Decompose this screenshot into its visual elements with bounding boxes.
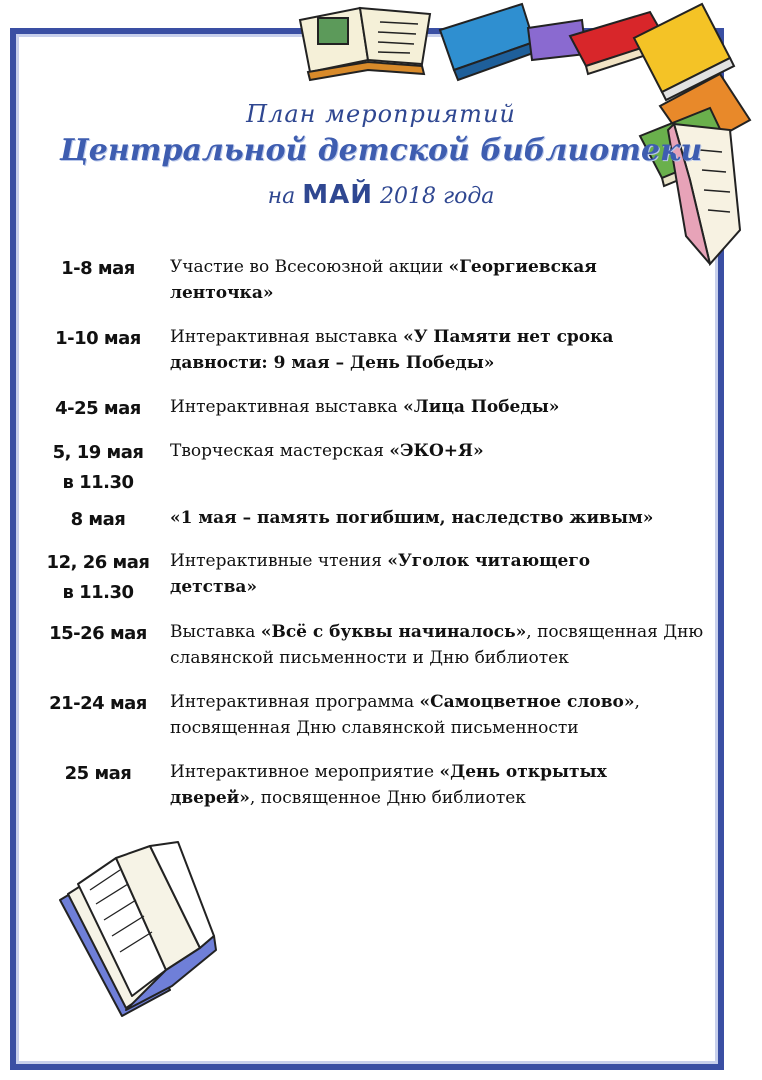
- event-title: «Уголок читающего детства»: [170, 551, 591, 597]
- event-date: [44, 759, 152, 789]
- event-text: Интерактивная выставка: [170, 327, 404, 347]
- event-title: «Лица Победы»: [403, 397, 560, 417]
- event-text-after: , посвященная Дню славянской письменности и Дню библиотек: [170, 622, 704, 668]
- event-title: «День открытых дверей»: [170, 762, 607, 808]
- event-description: [170, 548, 630, 600]
- open-book-icon: [50, 840, 220, 1020]
- event-text: Интерактивная выставка: [170, 397, 404, 417]
- event-date: [44, 689, 152, 719]
- event-date-text: 15-26 мая: [49, 623, 147, 644]
- event-description: [170, 505, 710, 531]
- event-date: [44, 324, 152, 354]
- page-subtitle: План мероприятий: [246, 100, 516, 128]
- event-description: [170, 254, 640, 306]
- date-prefix: на: [267, 184, 296, 209]
- event-description: [170, 324, 640, 376]
- event-text: Интерактивное мероприятие: [170, 762, 440, 782]
- event-date-text: 12, 26 мая: [46, 552, 150, 573]
- event-title: «Всё с буквы начиналось»: [260, 622, 527, 642]
- event-title: «Георгиевская ленточка»: [170, 257, 597, 303]
- event-text: Творческая мастерская: [170, 441, 390, 461]
- month-label: МАЙ: [302, 180, 373, 210]
- event-date-text: 21-24 мая: [49, 693, 147, 714]
- page-title: Центральной детской библиотеки: [59, 133, 703, 168]
- event-date: [44, 619, 152, 649]
- event-date: [44, 548, 152, 608]
- event-title: «1 мая – память погибшим, наследство живым»: [170, 508, 654, 528]
- event-date: [44, 254, 152, 284]
- event-text: Интерактивная программа: [170, 692, 420, 712]
- event-title: «Самоцветное слово»: [419, 692, 635, 712]
- event-time-text: в 11.30: [62, 582, 134, 603]
- event-description: [170, 438, 710, 464]
- event-title: «ЭКО+Я»: [389, 441, 484, 461]
- event-description: [170, 759, 640, 811]
- event-date-text: 25 мая: [64, 763, 132, 784]
- event-date-text: 1-10 мая: [55, 328, 141, 349]
- event-text-after: , посвященное Дню библиотек: [249, 788, 526, 808]
- year-label: 2018 года: [379, 184, 495, 209]
- event-description: [170, 689, 710, 741]
- event-date-text: 1-8 мая: [61, 258, 135, 279]
- event-date: [44, 505, 152, 535]
- event-description: [170, 394, 710, 420]
- event-title: «У Памяти нет срока давности: 9 мая – День Победы»: [170, 327, 614, 373]
- event-date-text: 4-25 мая: [55, 398, 141, 419]
- event-time-text: в 11.30: [62, 472, 134, 493]
- event-date-text: 8 мая: [70, 509, 126, 530]
- event-description: [170, 619, 710, 671]
- event-date-text: 5, 19 мая: [52, 442, 144, 463]
- event-text: Интерактивные чтения: [170, 551, 388, 571]
- event-date: [44, 394, 152, 424]
- event-text: Выставка: [170, 622, 261, 642]
- event-date: [44, 438, 152, 498]
- event-text: Участие во Всесоюзной акции: [170, 257, 449, 277]
- event-text-after: , посвященная Дню славянской письменности: [170, 692, 640, 738]
